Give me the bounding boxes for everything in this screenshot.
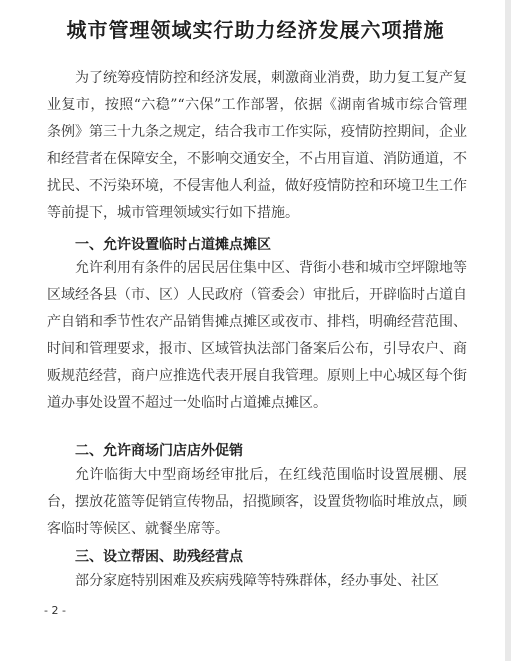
section-3-body: 部分家庭特别困难及疾病残障等特殊群体，经办事处、社区 — [75, 573, 439, 589]
intro-paragraph: 为了统筹疫情防控和经济发展，刺激商业消费，助力复工复产复业复市，按照“六稳”“六保”工作部署，依据《湖南省城市综合管理条例》第三十九条之规定，结合我市工作实际，疫情防控期间，企业和经营者在保障安全，不影响交通安全，不占用盲道、消防通道，不扰民、不污染环境，不侵害他人利益，做好疫情防控和环境卫生工作等前提下，城市管理领域实行如下措施。 — [47, 70, 467, 221]
page-edge-shadow — [505, 0, 511, 661]
section-1-heading: 一、允许设置临时占道摊点摊区 — [75, 237, 271, 253]
section-3-heading: 三、设立帮困、助残经营点 — [75, 549, 243, 565]
document-title: 城市管理领域实行助力经济发展六项措施 — [66, 18, 445, 42]
section-2-body: 允许临街大中型商场经审批后，在红线范围临时设置展棚、展台，摆放花篮等促销宣传物品，招揽顾客，设置货物临时堆放点，顾客临时等候区、就餐坐席等。 — [47, 467, 467, 537]
section-2-heading: 二、允许商场门店店外促销 — [75, 443, 243, 459]
page-number: - 2 - — [44, 604, 66, 617]
section-1-body: 允许利用有条件的居民居住集中区、背街小巷和城市空坪隙地等区域经各县（市、区）人民政府（管委会）审批后，开辟临时占道自产自销和季节性农产品销售摊点摊区或夜市、排档，明确经营范围、时间和管理要求，报市、区域管执法部门备案后公布，引导农户、商贩规范经营，商户应推选代表开展自我管理。原则上中心城区每个街道办事处设置不超过一处临时占道摊点摊区。 — [47, 260, 467, 411]
